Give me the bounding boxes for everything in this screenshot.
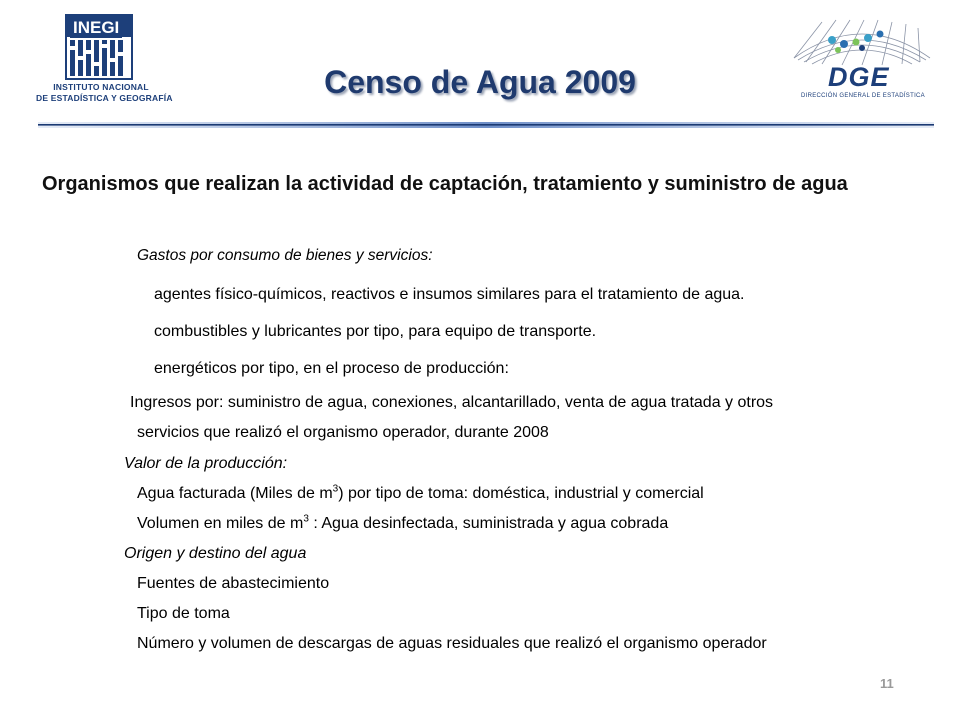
ingresos-label: Ingresos por <box>130 394 219 411</box>
gastos-item-2: combustibles y lubricantes por tipo, para equipo de transporte. <box>154 323 597 340</box>
ingresos-text: : suministro de agua, conexiones, alcantarillado, venta de agua tratada y otros <box>218 394 774 411</box>
page-number: 11 <box>880 676 894 691</box>
valor-item-1-after: ) por tipo de toma: doméstica, industrial y comercial <box>338 485 704 502</box>
inegi-logo-line1: INSTITUTO NACIONAL <box>53 82 149 92</box>
header-divider <box>38 120 934 132</box>
valor-item-2-sup: 3 <box>303 513 309 525</box>
gastos-item-3: energéticos por tipo, en el proceso de producción: <box>154 360 509 377</box>
valor-item-1 <box>137 484 704 504</box>
origen-item-3: Número y volumen de descargas de aguas residuales que realizó el organismo operador <box>137 635 767 652</box>
valor-label: Valor de la producción: <box>124 455 288 472</box>
valor-item-2 <box>137 514 668 534</box>
gastos-item-1: agentes físico-químicos, reactivos e insumos similares para el tratamiento de agua. <box>154 286 745 303</box>
valor-item-1-sup: 3 <box>332 483 339 495</box>
valor-item-2-before: Volumen en miles de m <box>137 515 304 532</box>
slide-title: Censo de Agua 2009 <box>324 64 636 100</box>
valor-item-2-after: : Agua desinfectada, suministrada y agua cobrada <box>308 515 669 532</box>
inegi-logo-line2: DE ESTADÍSTICA Y GEOGRAFÍA <box>36 93 173 103</box>
gastos-label: Gastos por consumo de bienes y servicios: <box>137 247 433 264</box>
dge-logo-word: DGE <box>828 62 890 92</box>
ingresos-line <box>130 393 773 413</box>
origen-label: Origen y destino del agua <box>124 545 307 562</box>
origen-item-1: Fuentes de abastecimiento <box>137 575 330 592</box>
dge-logo-subtitle: DIRECCIÓN GENERAL DE ESTADÍSTICA <box>801 93 925 99</box>
origen-item-2: Tipo de toma <box>137 605 230 622</box>
inegi-logo-word: INEGI <box>70 18 122 38</box>
ingresos-continuation: servicios que realizó el organismo operador, durante 2008 <box>137 424 549 441</box>
section-heading: Organismos que realizan la actividad de captación, tratamiento y suministro de agua <box>42 173 848 195</box>
valor-item-1-before: Agua facturada (Miles de m <box>137 485 333 502</box>
dge-globe-icon <box>792 18 932 68</box>
